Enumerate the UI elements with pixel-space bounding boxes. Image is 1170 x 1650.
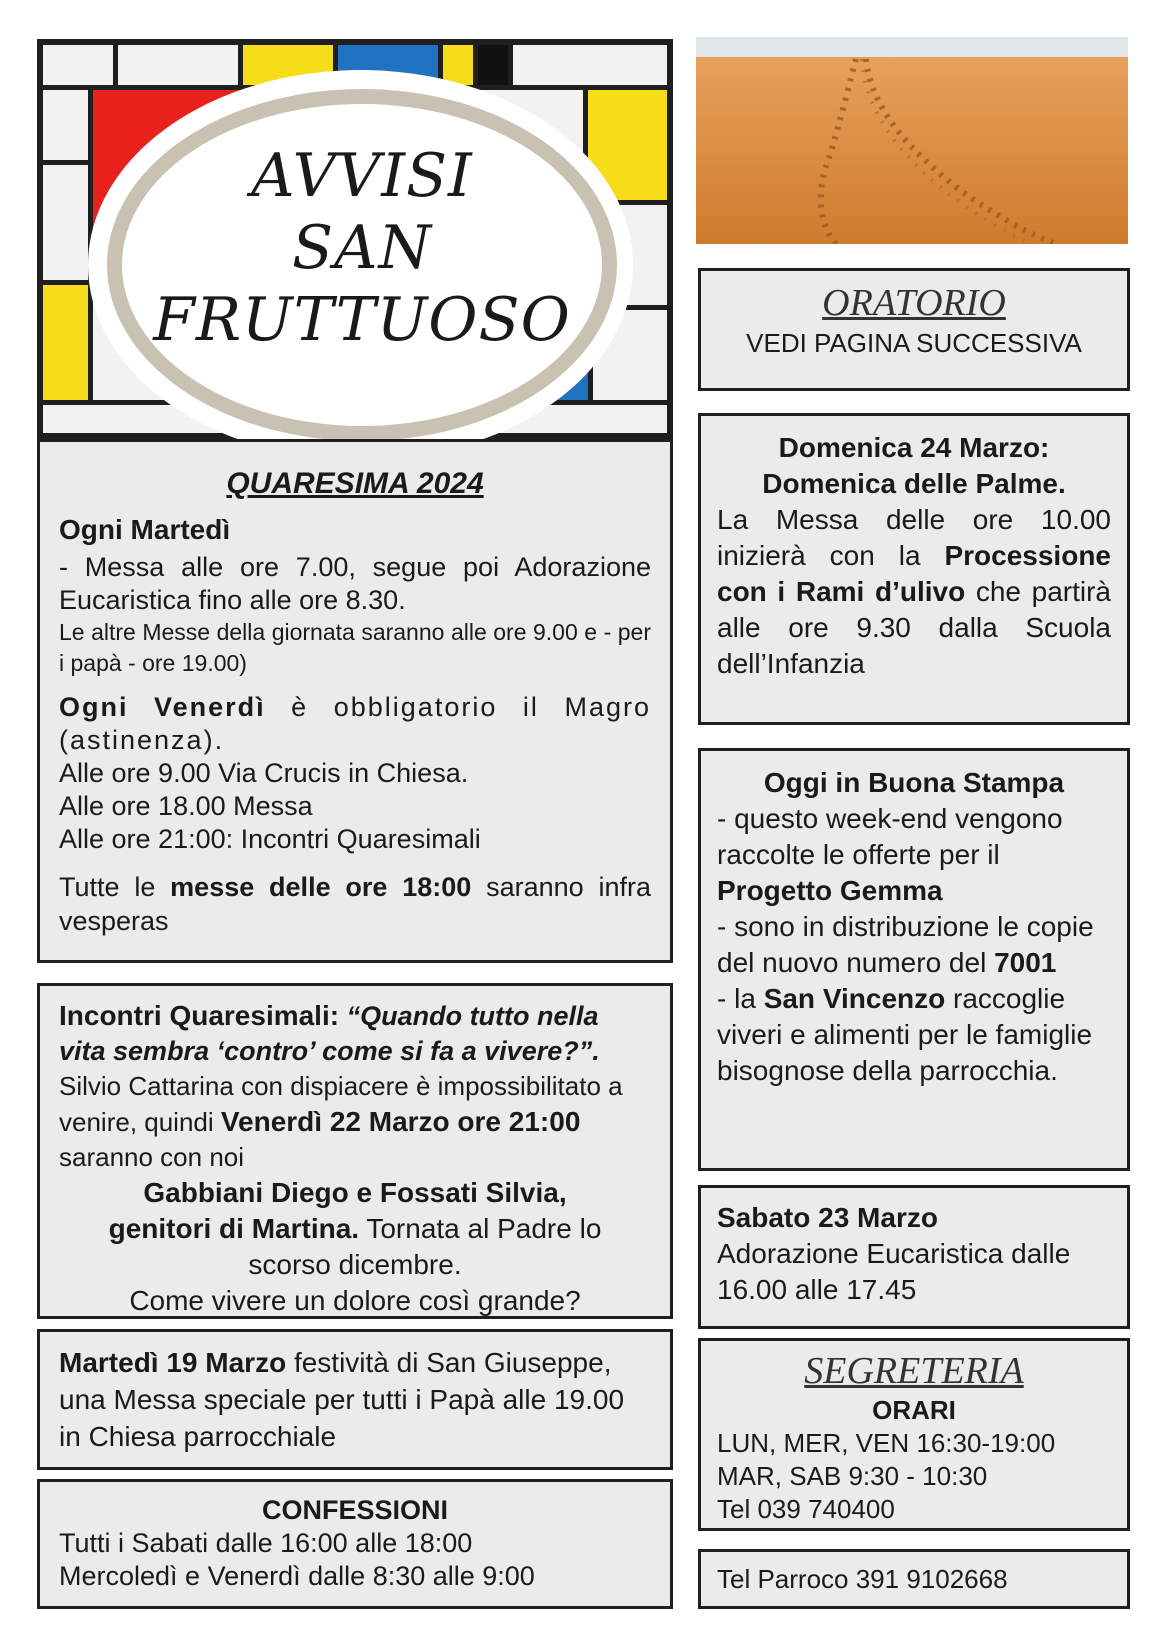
palme-text: La Messa delle ore 10.00 inizierà con la Processione con i Rami d’ulivo che partirà alle ore 9.30 dalla Scuola dell’Infanzia: [717, 504, 1111, 679]
venerdi-line: Alle ore 18.00 Messa: [59, 791, 313, 821]
confessioni-heading: CONFESSIONI: [261, 1495, 449, 1525]
infra-vesperas-text: Tutte le messe delle ore 18:00 saranno infra vesperas: [59, 872, 651, 936]
palme-box: [698, 413, 1130, 725]
segreteria-line: MAR, SAB 9:30 - 10:30: [717, 1461, 988, 1491]
newsletter-title: AVVISI SAN FRUTTUOSO: [153, 141, 571, 355]
buona-stampa-item: - questo week-end vengono raccolte le offerte per il Progetto Gemma: [717, 803, 1063, 906]
segreteria-line: Tel 039 740400: [717, 1494, 895, 1524]
incontri-question: Come vivere un dolore così grande?: [129, 1285, 581, 1316]
segreteria-title: SEGRETERIA: [804, 1350, 1024, 1392]
segreteria-line: LUN, MER, VEN 16:30-19:00: [717, 1428, 1056, 1458]
palme-title: Domenica 24 Marzo:: [778, 432, 1050, 463]
venerdi-text: [59, 691, 651, 757]
parroco-box: [698, 1549, 1130, 1609]
oratorio-text: VEDI PAGINA SUCCESSIVA: [746, 328, 1082, 358]
incontri-box: [37, 983, 673, 1319]
sabato-text: Adorazione Eucaristica dalle 16.00 alle 17.45: [717, 1238, 1071, 1305]
incontri-text: Incontri Quaresimali: “Quando tutto nella vita sembra ‘contro’ come si fa a vivere?”. Silvio Cattarina con dispiacere è impossibilitato a venire, quindi Venerdì 22 Marzo ore 21:00 saranno con noi: [59, 1000, 623, 1172]
confessioni-box: [37, 1479, 673, 1609]
venerdi-bold: Ogni Venerdì: [59, 692, 266, 722]
desert-footprints-image: [696, 37, 1128, 244]
quaresima-heading: QUARESIMA 2024: [226, 467, 484, 500]
venerdi-rest: è obbligatorio il Magro (astinenza).: [59, 692, 651, 755]
parroco-phone: Tel Parroco 391 9102668: [717, 1564, 1008, 1594]
san-giuseppe-text: Martedì 19 Marzo festività di San Giuseppe, una Messa speciale per tutti i Papà alle 19.00 in Chiesa parrocchiale: [59, 1347, 625, 1452]
segreteria-orari: ORARI: [872, 1395, 956, 1425]
incontri-guests: Gabbiani Diego e Fossati Silvia, genitori di Martina. Tornata al Padre lo scorso dicembre.: [108, 1177, 602, 1280]
confessioni-line: Tutti i Sabati dalle 16:00 alle 18:00: [59, 1528, 473, 1558]
buona-stampa-item: - sono in distribuzione le copie del nuovo numero del 7001: [717, 911, 1094, 978]
sabato-title: Sabato 23 Marzo: [717, 1202, 938, 1233]
buona-stampa-box: [698, 748, 1130, 1171]
sabato-box: [698, 1185, 1130, 1329]
martedi-small-text: Le altre Messe della giornata saranno alle ore 9.00 e - per i papà - ore 19.00): [59, 619, 651, 676]
san-giuseppe-box: [37, 1329, 673, 1470]
confessioni-line: Mercoledì e Venerdì dalle 8:30 alle 9:00: [59, 1561, 535, 1591]
martedi-text: - Messa alle ore 7.00, segue poi Adorazione Eucaristica fino alle ore 8.30.: [59, 552, 651, 615]
martedi-title: Ogni Martedì: [59, 514, 231, 545]
buona-stampa-item: - la San Vincenzo raccoglie viveri e alimenti per le famiglie bisognose della parrocchia.: [717, 983, 1093, 1086]
oratorio-box: [698, 268, 1130, 391]
palme-subtitle: Domenica delle Palme.: [762, 468, 1066, 499]
segreteria-box: [698, 1338, 1130, 1531]
buona-stampa-title: Oggi in Buona Stampa: [763, 767, 1065, 798]
venerdi-line: Alle ore 21:00: Incontri Quaresimali: [59, 824, 481, 854]
quaresima-box: [37, 439, 673, 963]
oratorio-title: ORATORIO: [822, 282, 1006, 324]
venerdi-line: Alle ore 9.00 Via Crucis in Chiesa.: [59, 758, 469, 788]
